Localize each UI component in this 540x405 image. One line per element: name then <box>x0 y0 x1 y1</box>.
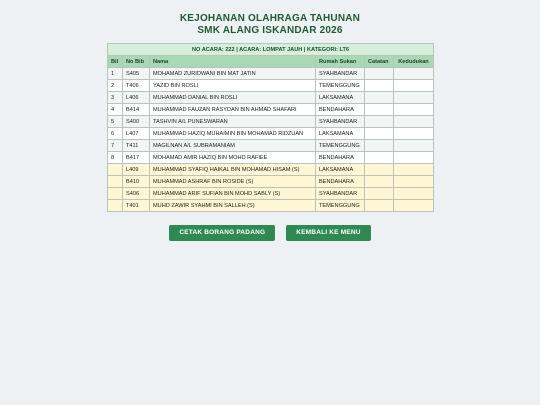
table-row <box>108 152 434 164</box>
cell-nama: MAGILNAN A/L SUBRAMANIAM <box>150 140 316 152</box>
table-row <box>108 116 434 128</box>
cell-nobib: T406 <box>123 80 150 92</box>
back-to-menu-button[interactable]: KEMBALI KE MENU <box>286 225 370 241</box>
cell-nama: MOHAMAD AMIR HAZIQ BIN MOHD RAFIEE <box>150 152 316 164</box>
table-row <box>108 104 434 116</box>
reserve-row <box>108 164 434 176</box>
col-nama: Nama <box>150 56 316 68</box>
cell-rumah: TEMENGGUNG <box>316 200 365 212</box>
cell-nama: YAZID BIN ROSLI <box>150 80 316 92</box>
cell-catatan <box>365 104 394 116</box>
cell-bil: 6 <box>108 128 123 140</box>
col-bil: Bil <box>108 56 123 68</box>
title-line-1: KEJOHANAN OLAHRAGA TAHUNAN <box>179 13 361 24</box>
reserve-row <box>108 176 434 188</box>
cell-nama: MOHAMAD ZURIDWANI BIN MAT JATIN <box>150 68 316 80</box>
cell-catatan <box>365 68 394 80</box>
cell-nama: MUHAMMAD ASHRAF BIN ROSIDE (S) <box>150 176 316 188</box>
event-caption-row <box>108 44 434 56</box>
cell-bil: 7 <box>108 140 123 152</box>
cell-bil: 4 <box>108 104 123 116</box>
cell-catatan <box>365 116 394 128</box>
cell-nama: MUHAMMAD HAZIQ MUHAIMIN BIN MOHAMAD RIDZUAN <box>150 128 316 140</box>
cell-nobib: S406 <box>123 188 150 200</box>
cell-catatan <box>365 140 394 152</box>
cell-kedudukan <box>394 188 434 200</box>
print-field-form-button[interactable]: CETAK BORANG PADANG <box>169 225 275 241</box>
start-list-table <box>107 43 434 212</box>
cell-bil <box>108 176 123 188</box>
cell-kedudukan <box>394 164 434 176</box>
cell-kedudukan <box>394 80 434 92</box>
cell-rumah: TEMENGGUNG <box>316 140 365 152</box>
cell-rumah: LAKSAMANA <box>316 128 365 140</box>
cell-rumah: SYAHBANDAR <box>316 116 365 128</box>
cell-nobib: B414 <box>123 104 150 116</box>
table-row <box>108 80 434 92</box>
cell-catatan <box>365 92 394 104</box>
cell-nama: MUHAMMAD SYAFIQ HAIKAL BIN MOHAMAD HISAM (S) <box>150 164 316 176</box>
cell-kedudukan <box>394 140 434 152</box>
cell-nobib: L409 <box>123 164 150 176</box>
reserve-row <box>108 200 434 212</box>
cell-rumah: TEMENGGUNG <box>316 80 365 92</box>
cell-catatan <box>365 200 394 212</box>
col-catatan: Catatan <box>365 56 394 68</box>
cell-catatan <box>365 128 394 140</box>
page-title <box>0 13 540 37</box>
cell-nobib: B417 <box>123 152 150 164</box>
cell-nama: MUHAMMAD ARIF SUFIAN BIN MOHD SABLY (S) <box>150 188 316 200</box>
cell-rumah: SYAHBANDAR <box>316 68 365 80</box>
cell-catatan <box>365 80 394 92</box>
cell-nobib: L406 <box>123 92 150 104</box>
cell-kedudukan <box>394 68 434 80</box>
cell-bil: 3 <box>108 92 123 104</box>
table-body <box>108 68 434 212</box>
cell-catatan <box>365 152 394 164</box>
cell-kedudukan <box>394 128 434 140</box>
cell-nobib: B410 <box>123 176 150 188</box>
cell-nobib: T401 <box>123 200 150 212</box>
col-rumah: Rumah Sukan <box>316 56 365 68</box>
cell-bil: 8 <box>108 152 123 164</box>
cell-bil <box>108 164 123 176</box>
cell-bil <box>108 200 123 212</box>
cell-bil: 5 <box>108 116 123 128</box>
table-row <box>108 128 434 140</box>
reserve-row <box>108 188 434 200</box>
cell-nama: MUHD ZAWIR SYAHMI BIN SALLEH (S) <box>150 200 316 212</box>
cell-kedudukan <box>394 200 434 212</box>
col-kedudukan: Kedudukan <box>394 56 434 68</box>
cell-nobib: T411 <box>123 140 150 152</box>
cell-rumah: BENDAHARA <box>316 176 365 188</box>
cell-catatan <box>365 188 394 200</box>
cell-bil: 1 <box>108 68 123 80</box>
event-caption: NO ACARA: 222 | ACARA: LOMPAT JAUH | KATEGORI: LT6 <box>108 44 434 56</box>
cell-nama: MUHAMMAD FAUZAN RASYDAN BIN AHMAD SHAFARI <box>150 104 316 116</box>
cell-kedudukan <box>394 176 434 188</box>
cell-nama: MUHAMMAD DANIAL BIN ROSLI <box>150 92 316 104</box>
cell-catatan <box>365 164 394 176</box>
cell-bil <box>108 188 123 200</box>
cell-kedudukan <box>394 92 434 104</box>
cell-catatan <box>365 176 394 188</box>
start-list-table-container <box>107 43 433 212</box>
cell-rumah: LAKSAMANA <box>316 92 365 104</box>
cell-rumah: LAKSAMANA <box>316 164 365 176</box>
table-row <box>108 140 434 152</box>
cell-kedudukan <box>394 104 434 116</box>
action-bar <box>0 225 540 241</box>
cell-bil: 2 <box>108 80 123 92</box>
cell-nobib: S405 <box>123 68 150 80</box>
cell-rumah: BENDAHARA <box>316 152 365 164</box>
cell-nama: TASHVIN A/L PUNESWARAN <box>150 116 316 128</box>
title-line-2: SMK ALANG ISKANDAR 2026 <box>197 25 343 36</box>
cell-nobib: L407 <box>123 128 150 140</box>
col-nobib: No Bib <box>123 56 150 68</box>
cell-rumah: SYAHBANDAR <box>316 188 365 200</box>
cell-rumah: BENDAHARA <box>316 104 365 116</box>
cell-kedudukan <box>394 152 434 164</box>
cell-nobib: S400 <box>123 116 150 128</box>
table-header-row <box>108 56 434 68</box>
table-row <box>108 92 434 104</box>
table-row <box>108 68 434 80</box>
cell-kedudukan <box>394 116 434 128</box>
